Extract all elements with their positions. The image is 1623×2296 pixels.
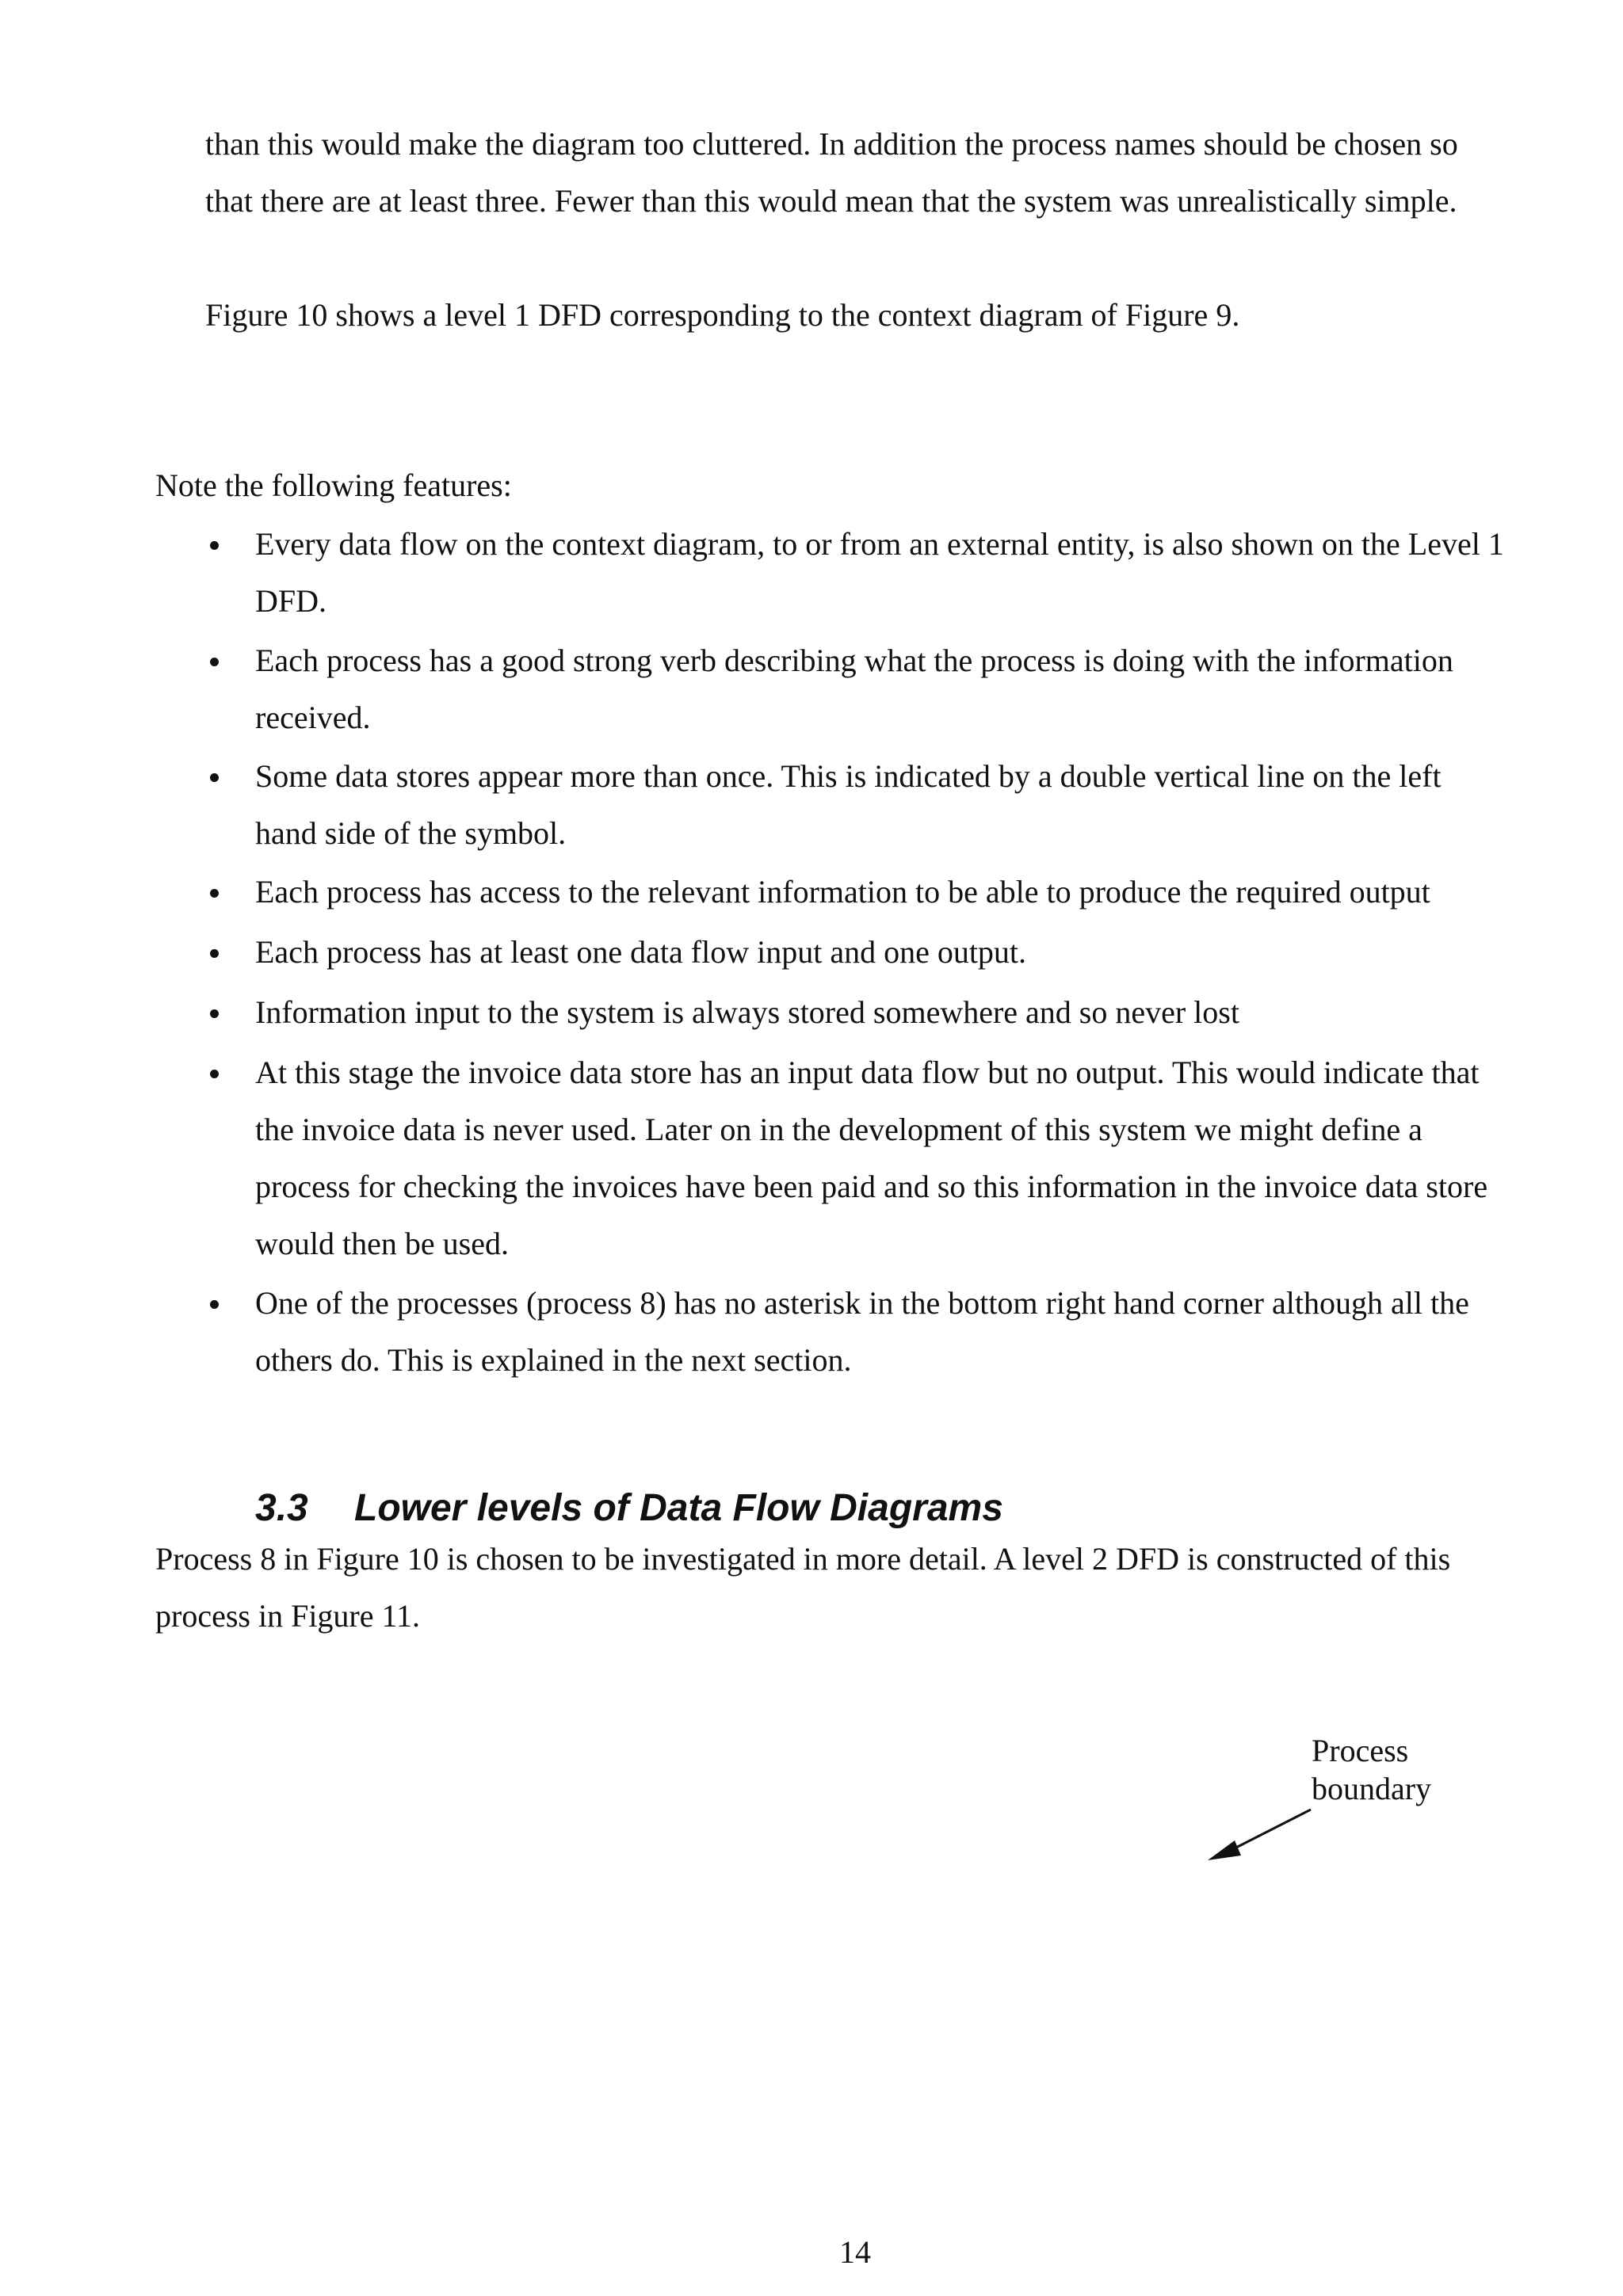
- bullet-3-line-1: Some data stores appear more than once. This is indicated by a double vertical line on the left: [255, 758, 1442, 794]
- process-boundary-label-2: boundary: [1312, 1771, 1432, 1806]
- section-para-line-2: process in Figure 11.: [155, 1598, 421, 1634]
- process-boundary-label-1: Process: [1312, 1733, 1409, 1768]
- bullet-7-line-1: At this stage the invoice data store has an input data flow but no output. This would indicate that: [255, 1055, 1480, 1090]
- bullet-7-line-2: the invoice data is never used. Later on in the development of this system we might define a: [255, 1112, 1423, 1147]
- bullet-5-line-1: Each process has at least one data flow input and one output.: [255, 934, 1027, 970]
- section-title: Lower levels of Data Flow Diagrams: [354, 1487, 1003, 1529]
- section-number: 3.3: [255, 1487, 308, 1529]
- bullet-icon: [210, 889, 219, 898]
- bullet-7-line-3: process for checking the invoices have been paid and so this information in the invoice data store: [255, 1169, 1488, 1204]
- features-heading: Note the following features:: [155, 467, 512, 503]
- bullet-icon: [210, 658, 219, 666]
- bullet-2-line-1: Each process has a good strong verb describing what the process is doing with the information: [255, 643, 1453, 678]
- bullet-icon: [210, 773, 219, 782]
- bullet-3-line-2: hand side of the symbol.: [255, 815, 567, 851]
- bullet-icon: [210, 1009, 219, 1018]
- bullet-icon: [210, 541, 219, 550]
- bullet-1-line-1: Every data flow on the context diagram, to or from an external entity, is also shown on the Level 1: [255, 526, 1504, 562]
- bullet-2-line-2: received.: [255, 700, 371, 735]
- bullet-8-line-2: others do. This is explained in the next section.: [255, 1342, 852, 1378]
- bullet-icon: [210, 1070, 219, 1078]
- bullet-icon: [210, 949, 219, 958]
- page-number: 14: [839, 2234, 871, 2270]
- intro-line-1: than this would make the diagram too cluttered. In addition the process names should be chosen so: [205, 126, 1458, 162]
- section-para-line-1: Process 8 in Figure 10 is chosen to be investigated in more detail. A level 2 DFD is constructed of this: [155, 1541, 1451, 1577]
- bullet-4-line-1: Each process has access to the relevant information to be able to produce the required output: [255, 874, 1430, 910]
- bullet-icon: [210, 1300, 219, 1309]
- bullet-8-line-1: One of the processes (process 8) has no asterisk in the bottom right hand corner although all the: [255, 1285, 1469, 1321]
- bullet-6-line-1: Information input to the system is always stored somewhere and so never lost: [255, 994, 1239, 1030]
- bullet-1-line-2: DFD.: [255, 583, 327, 619]
- figure-reference: Figure 10 shows a level 1 DFD corresponding to the context diagram of Figure 9.: [205, 297, 1240, 333]
- bullet-7-line-4: would then be used.: [255, 1226, 509, 1261]
- process-boundary-arrow-icon: [1189, 1791, 1347, 1870]
- intro-line-2: that there are at least three. Fewer than this would mean that the system was unrealistically simple.: [205, 183, 1457, 219]
